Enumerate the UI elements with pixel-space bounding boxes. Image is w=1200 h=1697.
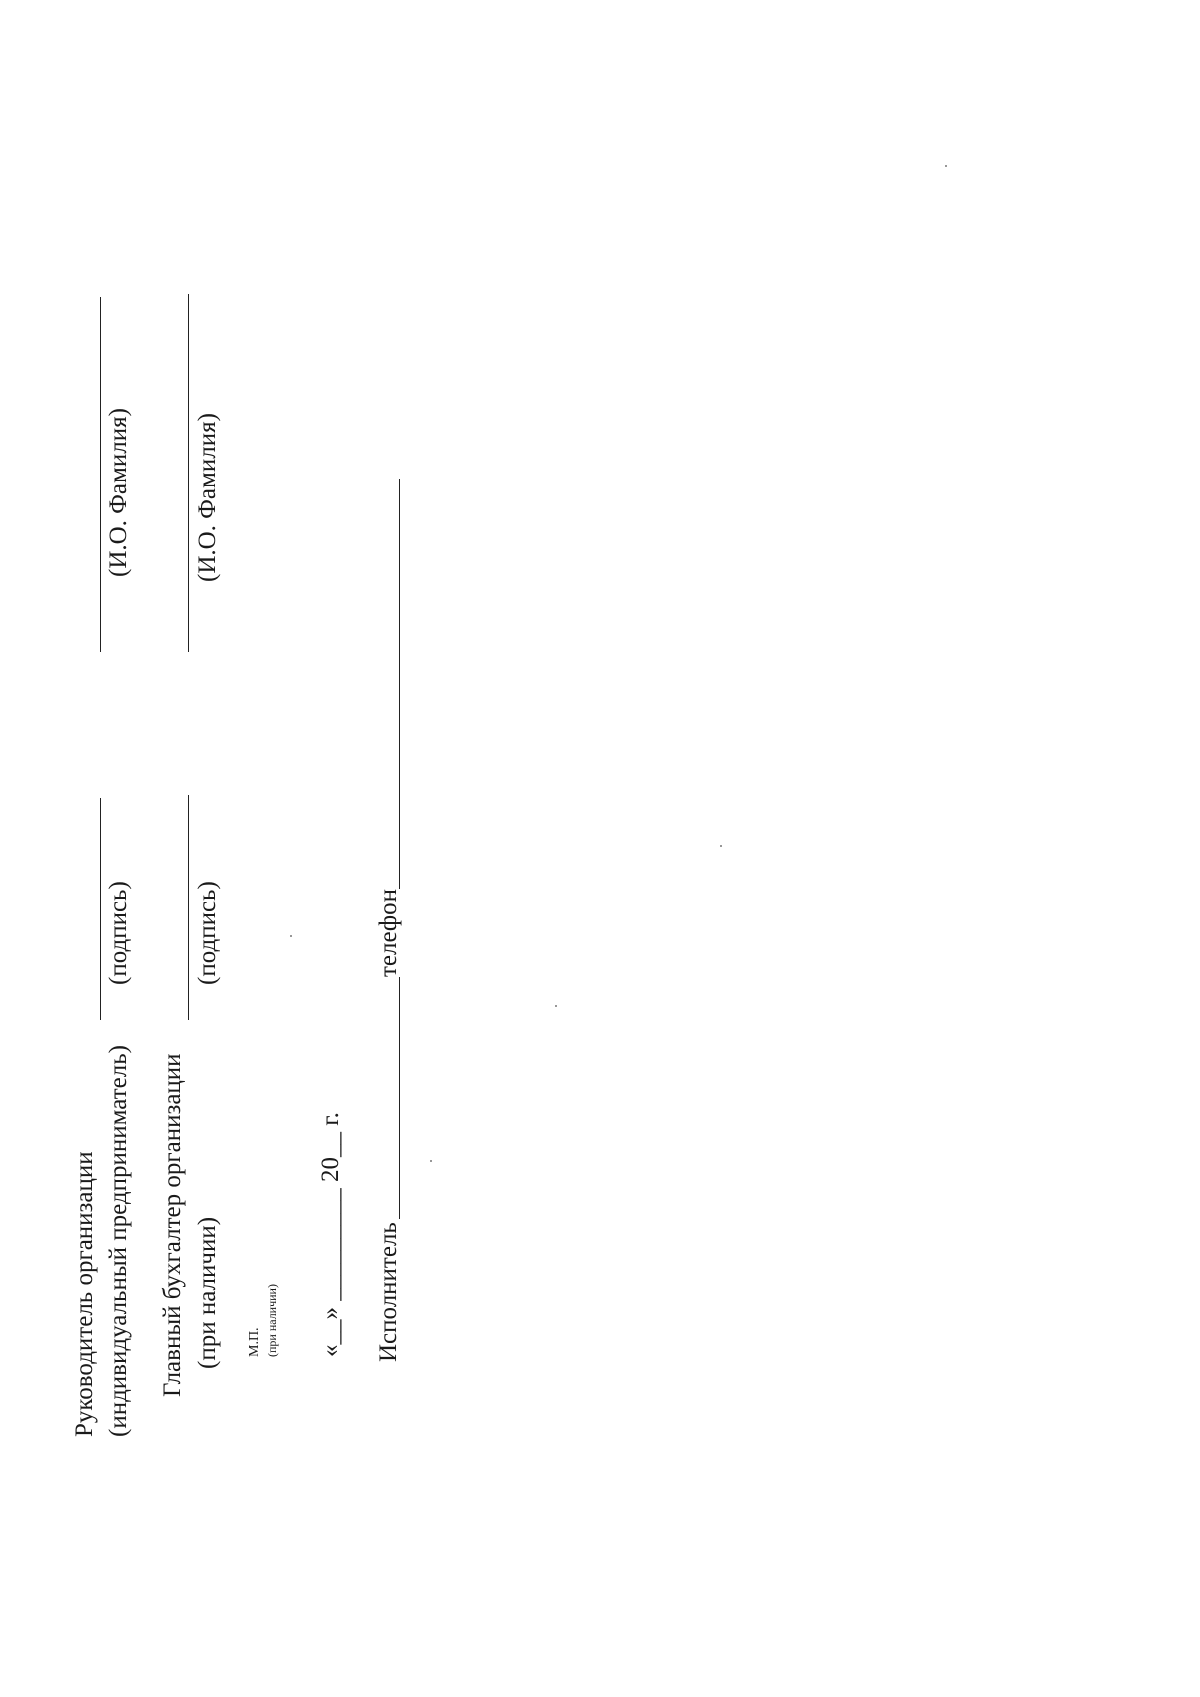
head-name-line[interactable]: [100, 297, 101, 652]
accountant-title-line1: Главный бухгалтер организации: [159, 1053, 186, 1397]
stamp-note: (при наличии): [265, 1284, 279, 1357]
head-title-line1: Руководитель организации: [71, 1151, 98, 1437]
executor-phone-line[interactable]: [399, 479, 400, 889]
date-field[interactable]: «__» _________ 20__ г.: [317, 1112, 344, 1357]
head-signature-caption: (подпись): [105, 881, 132, 985]
accountant-title-line2: (при наличии): [194, 1216, 221, 1369]
scan-speck: [945, 165, 947, 167]
head-title-line2: (индивидуальный предприниматель): [105, 1045, 132, 1437]
executor-phone-label: телефон: [375, 889, 402, 977]
executor-label: Исполнитель: [375, 1222, 402, 1362]
scan-speck: [720, 845, 722, 847]
head-name-caption: (И.О. Фамилия): [105, 408, 132, 577]
accountant-signature-caption: (подпись): [194, 881, 221, 985]
accountant-signature-line[interactable]: [188, 795, 189, 1020]
head-signature-line[interactable]: [100, 798, 101, 1020]
stamp-label: М.П.: [247, 1327, 262, 1357]
scan-speck: [290, 935, 292, 937]
scan-speck: [555, 1005, 557, 1007]
executor-name-line[interactable]: [399, 977, 400, 1219]
accountant-name-caption: (И.О. Фамилия): [194, 413, 221, 582]
accountant-name-line[interactable]: [188, 294, 189, 652]
scan-speck: [430, 1160, 432, 1162]
